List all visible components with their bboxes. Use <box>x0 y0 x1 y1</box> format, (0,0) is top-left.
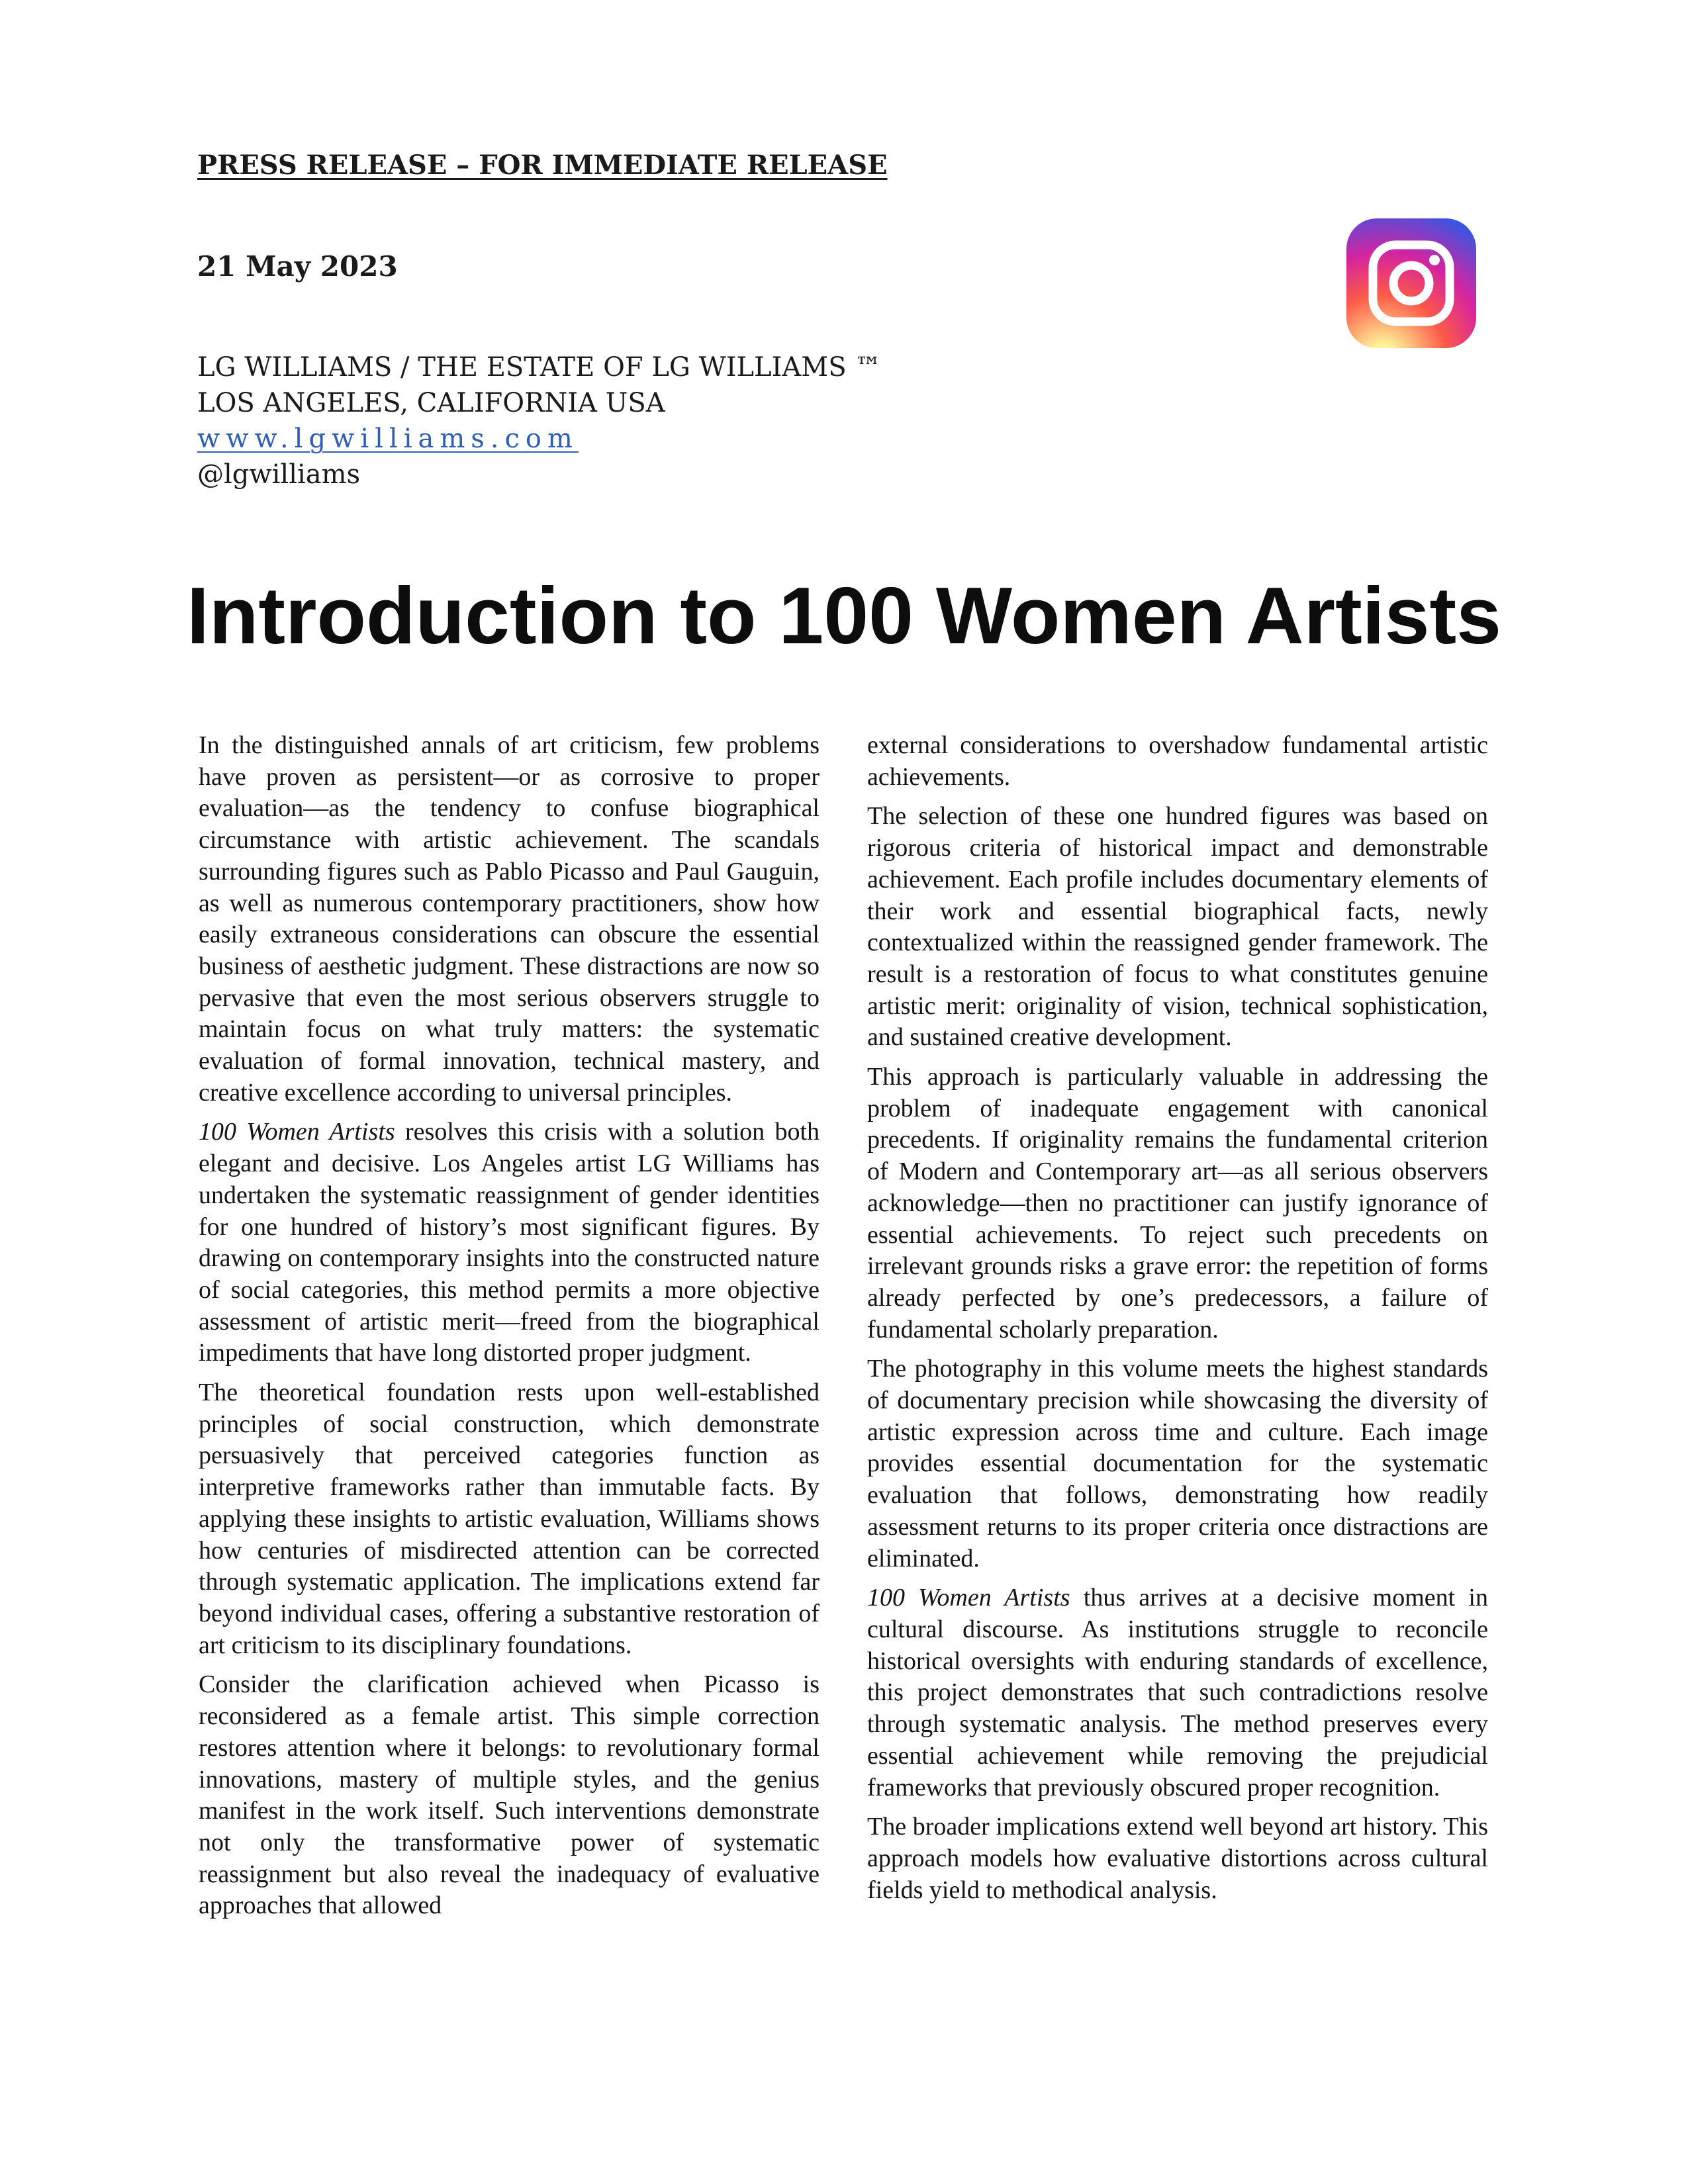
paragraph: 100 Women Artists resolves this crisis with a solution both elegant and decisive. Los Angeles artist LG Williams has undertaken the systematic reassignment of gender identities for one hundred of history’s most significant figures. By drawing on contemporary insights into the constructed nature of social categories, this method permits a more objective assessment of artistic merit—freed from the biographical impediments that have long distorted proper judgment. <box>199 1118 820 1367</box>
instagram-icon[interactable] <box>1346 218 1476 348</box>
press-header <box>197 147 1124 492</box>
left-column <box>199 730 820 1930</box>
page-title: Introduction to 100 Women Artists <box>186 570 1501 660</box>
website-link[interactable]: www.lgwilliams.com <box>197 424 579 454</box>
right-column <box>867 730 1488 1914</box>
release-date: 21 May 2023 <box>197 250 398 283</box>
paragraph: external considerations to overshadow fundamental artistic achievements. <box>867 731 1488 791</box>
paragraph: The selection of these one hundred figures was based on rigorous criteria of historical impact and demonstrable achievement. Each profile includes documentary elements of their work and essential biographical facts, newly contextualized within the reassigned gender framework. The result is a restoration of focus to what constitutes genuine artistic merit: originality of vision, technical sophistication, and sustained creative development. <box>867 802 1488 1052</box>
paragraph: In the distinguished annals of art criticism, few problems have proven as persistent—or as corrosive to proper evaluation—as the tendency to confuse biographical circumstance with artistic achievement. The scandals surrounding figures such as Pablo Picasso and Paul Gauguin, as well as numerous contemporary practitioners, show how easily extraneous considerations can obscure the essential business of aesthetic judgment. These distractions are now so pervasive that even the most serious observers struggle to maintain focus on what truly matters: the systematic evaluation of formal innovation, technical mastery, and creative excellence according to universal principles. <box>199 731 820 1107</box>
instagram-glyph-icon <box>1346 218 1476 348</box>
org-location: LOS ANGELES, CALIFORNIA USA <box>197 388 665 418</box>
social-handle: @lgwilliams <box>197 459 361 490</box>
paragraph: 100 Women Artists thus arrives at a decisive moment in cultural discourse. As institutions struggle to reconcile historical oversights with enduring standards of excellence, this project demonstrates that such contradictions resolve through systematic analysis. The method preserves every essential achievement while removing the prejudicial frameworks that previously obscured proper recognition. <box>867 1584 1488 1801</box>
book-title: 100 Women Artists <box>867 1584 1070 1612</box>
paragraph: The photography in this volume meets the highest standards of documentary precision while showcasing the diversity of artistic expression across time and culture. Each image provides essential documentation for the systematic evaluation that follows, demonstrating how readily assessment returns to its proper criteria once distractions are eliminated. <box>867 1355 1488 1572</box>
paragraph: Consider the clarification achieved when Picasso is reconsidered as a female artist. This simple correction restores attention where it belongs: to revolutionary formal innovations, mastery of multiple styles, and the genius manifest in the work itself. Such interventions demonstrate not only the transformative power of systematic reassignment but also reveal the inadequacy of evaluative approaches that allowed <box>199 1670 820 1920</box>
organization-block <box>197 349 1124 492</box>
release-line: PRESS RELEASE – FOR IMMEDIATE RELEASE <box>197 150 888 181</box>
paragraph: This approach is particularly valuable in addressing the problem of inadequate engagement with canonical precedents. If originality remains the fundamental criterion of Modern and Contemporary art—as all serious observers acknowledge—then no practitioner can justify ignorance of essential achievements. To reject such precedents on irrelevant grounds risks a grave error: the repetition of forms already perfected by one’s predecessors, a failure of fundamental scholarly preparation. <box>867 1063 1488 1343</box>
book-title: 100 Women Artists <box>199 1118 395 1146</box>
paragraph: The broader implications extend well beyond art history. This approach models how evaluative distortions across cultural fields yield to methodical analysis. <box>867 1813 1488 1904</box>
paragraph: The theoretical foundation rests upon well-established principles of social construction, which demonstrate persuasively that perceived categories function as interpretive frameworks rather than immutable facts. By applying these insights to artistic evaluation, Williams shows how centuries of misdirected attention can be corrected through systematic application. The implications extend far beyond individual cases, offering a substantive restoration of art criticism to its disciplinary foundations. <box>199 1379 820 1659</box>
org-name: LG WILLIAMS / THE ESTATE OF LG WILLIAMS ™ <box>197 352 882 383</box>
